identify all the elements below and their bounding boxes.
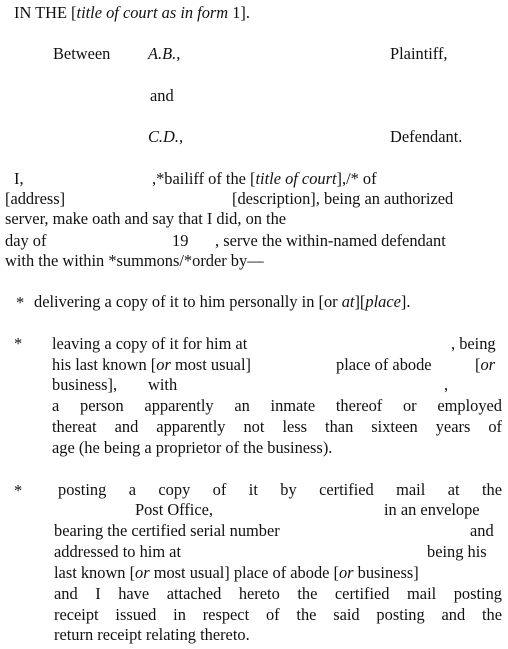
option-3-line-8: return receipt relating thereto. [54,625,250,644]
plaintiff-role: Plaintiff, [390,44,448,63]
oath-line-1a: I, [14,169,24,188]
option-3-line-4b: being his [427,542,487,561]
option-2-line-3c: , [444,375,449,394]
option-2-line-3a: business], [52,375,118,394]
option-3-line-3b: and [470,521,494,540]
option-3-line-7: receipt issued in respect of the said posting and the [54,605,502,624]
option-2-star: * [14,334,23,353]
option-2-line-2a: his last known [or most usual] [52,355,251,374]
option-2-line-2c: [or [475,355,496,374]
between-label: Between [53,44,111,63]
oath-line-2a: [address] [5,189,66,208]
oath-line-3: server, make oath and say that I did, on the [5,209,287,228]
defendant-name: C.D., [148,127,184,146]
option-2-line-2b: place of abode [336,355,432,374]
option-1-star: * [16,293,25,312]
option-3-star: * [14,481,23,500]
option-2-line-1a: leaving a copy of it for him at [52,334,248,353]
oath-line-4a: day of [5,231,47,250]
option-3-line-3a: bearing the certified serial number [54,521,280,540]
option-2-line-3b: with [148,375,178,394]
plaintiff-name: A.B., [148,44,181,63]
oath-line-1b: ,*bailiff of the [title of court],/* of [152,169,377,188]
option-3-line-1: posting a copy of it by certified mail at the [58,480,502,499]
and-label: and [150,86,174,105]
option-3-line-6: and I have attached hereto the certified mail posting [54,584,502,603]
oath-line-4b: 19 [172,231,189,250]
option-2-line-1b: , being [451,334,496,353]
option-2-line-5: thereat and apparently not less than sixteen years of [52,417,502,436]
option-2-line-4: a person apparently an inmate thereof or employed [52,396,502,415]
option-3-line-2b: in an envelope [384,500,480,519]
option-3-line-4a: addressed to him at [54,542,181,561]
defendant-role: Defendant. [390,127,463,146]
option-3-line-5: last known [or most usual] place of abode [or business] [54,563,419,582]
option-2-line-6: age (he being a proprietor of the business). [52,438,333,457]
option-1-text: delivering a copy of it to him personally in [or at][place]. [34,292,411,311]
oath-line-4c: , serve the within-named defendant [215,231,446,250]
option-3-line-2a: Post Office, [135,500,213,519]
court-heading: IN THE [title of court as in form 1]. [14,3,250,22]
oath-line-5: with the within *summons/*order by— [5,251,264,270]
oath-line-2b: [description], being an authorized [232,189,454,208]
